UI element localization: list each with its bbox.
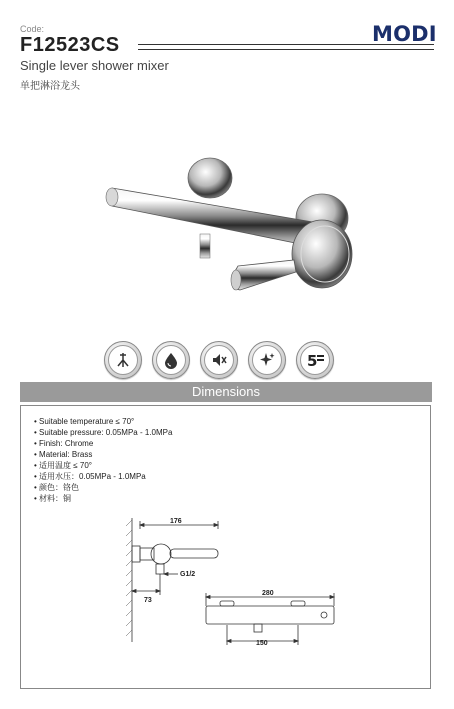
technical-drawing <box>110 512 350 652</box>
product-code: F12523CS <box>20 34 120 56</box>
spec-item: • 适用水压：0.05MPa - 1.0MPa <box>34 471 172 482</box>
code-label: Code: <box>20 24 45 34</box>
spec-item: • Finish: Chrome <box>34 438 172 449</box>
inlet-left <box>220 601 234 606</box>
spec-item: • Suitable pressure: 0.05MPa - 1.0MPa <box>34 427 172 438</box>
dim-150-label: 150 <box>256 640 268 647</box>
five-year-warranty-icon <box>296 341 334 379</box>
dim-280-label: 280 <box>262 590 274 597</box>
feature-icons <box>104 341 334 379</box>
wall-flange <box>132 546 140 562</box>
spec-list <box>34 416 172 504</box>
spec-item: • 材料：铜 <box>34 493 172 504</box>
silent-icon <box>200 341 238 379</box>
section-title-dimensions: Dimensions <box>20 382 432 402</box>
product-image <box>100 150 360 300</box>
outlet-front <box>254 624 262 632</box>
product-name-cn: 单把淋浴龙头 <box>20 81 80 92</box>
dim-73-label: 73 <box>144 597 152 604</box>
spec-item: • 颜色：铬色 <box>34 482 172 493</box>
spec-item: • Material: Brass <box>34 449 172 460</box>
water-drop-icon <box>152 341 190 379</box>
handle-front <box>321 612 327 618</box>
body-front <box>206 606 334 624</box>
spec-item: • 适用温度 ≤ 70° <box>34 460 172 471</box>
brand-logo: MODI <box>372 22 437 46</box>
water-saving-icon <box>104 341 142 379</box>
wall-hatch <box>126 520 132 636</box>
inlet-right <box>291 601 305 606</box>
product-name-en: Single lever shower mixer <box>20 58 169 73</box>
spec-item: • Suitable temperature ≤ 70° <box>34 416 172 427</box>
outlet-side <box>156 564 164 574</box>
dim-g12-label: G1/2 <box>180 571 196 578</box>
lever-handle <box>170 549 218 558</box>
sparkle-clean-icon <box>248 341 286 379</box>
dim-176-label: 176 <box>170 518 182 525</box>
warranty-number: 5 <box>307 352 318 369</box>
